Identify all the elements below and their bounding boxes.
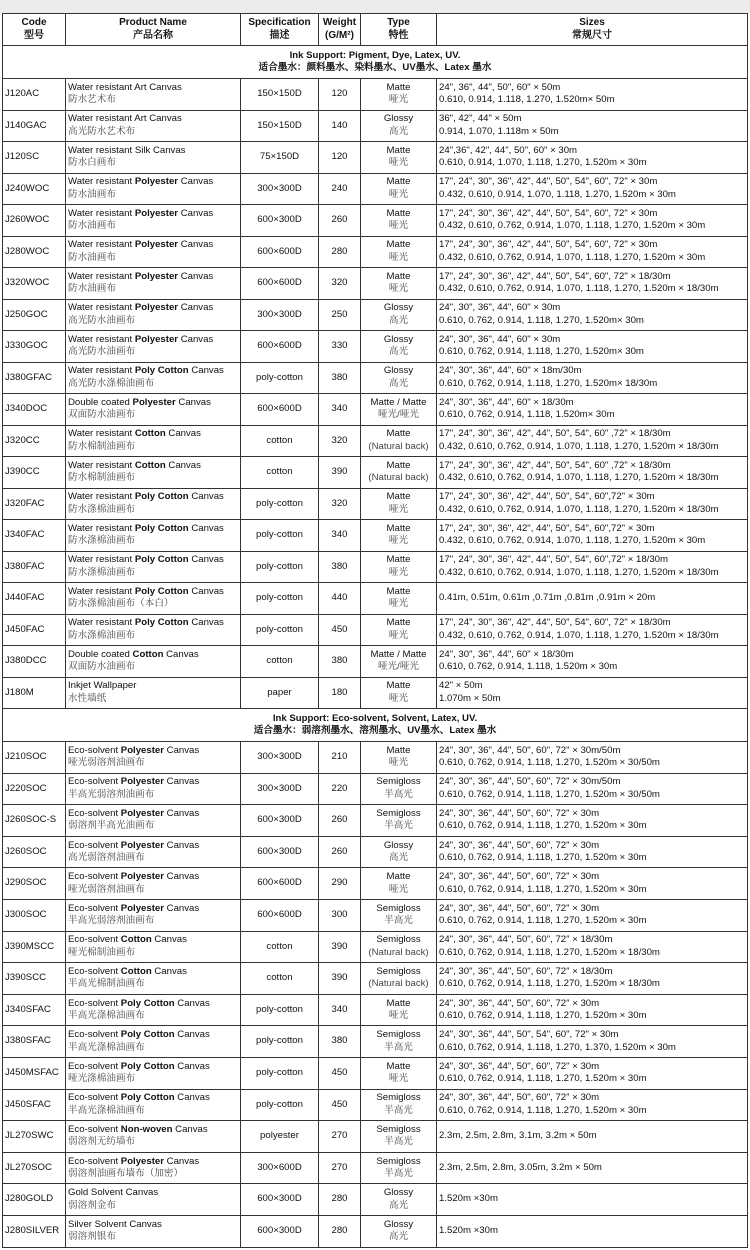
specification: cotton [241,963,319,995]
product-name: Water resistant Poly Cotton Canvas 防水涤棉油画布 [66,488,241,520]
product-name: Water resistant Polyester Canvas 防水油画布 [66,236,241,268]
weight: 340 [319,394,361,426]
sizes: 1.520m ×30m [437,1184,748,1216]
header-row [3,14,748,46]
specification: poly-cotton [241,551,319,583]
specification: poly-cotton [241,362,319,394]
finish-type: Matte (Natural back) [361,457,437,489]
weight: 320 [319,425,361,457]
table-row [3,173,748,205]
product-name: Eco-solvent Polyester Canvas 哑光弱溶剂油画布 [66,742,241,774]
finish-type: Glossy 高光 [361,1215,437,1247]
product-code: J260SOC-S [3,805,66,837]
weight: 340 [319,994,361,1026]
table-row [3,742,748,774]
table-row [3,457,748,489]
finish-type: Matte 哑光 [361,205,437,237]
weight: 240 [319,173,361,205]
finish-type: Matte 哑光 [361,868,437,900]
finish-type: Glossy 高光 [361,331,437,363]
product-code: J380SFAC [3,1026,66,1058]
finish-type: Semigloss 半高光 [361,1152,437,1184]
header-product-name: Product Name 产品名称 [66,14,241,46]
weight: 320 [319,268,361,300]
weight: 260 [319,836,361,868]
weight: 450 [319,614,361,646]
finish-type: Semigloss (Natural back) [361,931,437,963]
product-code: J280SILVER [3,1215,66,1247]
section-header-row [3,709,748,742]
sizes: 0.41m, 0.51m, 0.61m ,0.71m ,0.81m ,0.91m × 20m [437,583,748,615]
table-row [3,583,748,615]
product-code: J340FAC [3,520,66,552]
sizes: 24", 30", 36", 44", 50", 60", 72" × 30m 0.610, 0.762, 0.914, 1.118, 1.270, 1.520m × 30m [437,1089,748,1121]
sizes: 24", 30", 36", 44", 60" × 30m 0.610, 0.762, 0.914, 1.118, 1.270, 1.520m× 30m [437,299,748,331]
finish-type: Glossy 高光 [361,1184,437,1216]
product-name: Water resistant Polyester Canvas 高光防水油画布 [66,299,241,331]
product-code: J320FAC [3,488,66,520]
weight: 290 [319,868,361,900]
ink-support-heading: Ink Support: Eco-solvent, Solvent, Latex, UV. 适合墨水：弱溶剂墨水、溶剂墨水、UV墨水、Latex 墨水 [3,709,748,742]
specification: cotton [241,425,319,457]
sizes: 24", 30", 36", 44", 50", 60", 72" × 30m 0.610, 0.762, 0.914, 1.118, 1.270, 1.520m × 30m [437,994,748,1026]
specification: 600×600D [241,899,319,931]
product-code: JL270SOC [3,1152,66,1184]
weight: 340 [319,520,361,552]
sizes: 24", 30", 36", 44", 50", 60", 72" × 18/30m 0.610, 0.762, 0.914, 1.118, 1.270, 1.520m × 18/30m [437,931,748,963]
product-name: Water resistant Cotton Canvas 防水棉制油画布 [66,425,241,457]
sizes: 24", 30", 36", 44", 50", 60", 72" × 30m/50m 0.610, 0.762, 0.914, 1.118, 1.270, 1.520m × 30/50m [437,742,748,774]
finish-type: Glossy 高光 [361,836,437,868]
specification: poly-cotton [241,1026,319,1058]
sizes: 24", 30", 36", 44", 50", 54", 60", 72" × 30m 0.610, 0.762, 0.914, 1.118, 1.270, 1.370, 1.520m × 30m [437,1026,748,1058]
weight: 390 [319,963,361,995]
table-row [3,1215,748,1247]
finish-type: Matte (Natural back) [361,425,437,457]
sizes: 24", 36", 44", 50", 60" × 50m 0.610, 0.914, 1.118, 1.270, 1.520m× 50m [437,79,748,111]
weight: 380 [319,551,361,583]
finish-type: Matte 哑光 [361,173,437,205]
product-name: Water resistant Poly Cotton Canvas 防水涤棉油画布 [66,520,241,552]
weight: 120 [319,142,361,174]
specification: 300×300D [241,299,319,331]
weight: 270 [319,1121,361,1153]
table-row [3,236,748,268]
specification: 300×300D [241,742,319,774]
finish-type: Semigloss 半高光 [361,1121,437,1153]
product-name: Water resistant Poly Cotton Canvas 高光防水涤棉油画布 [66,362,241,394]
sizes: 24",36", 42", 44", 50", 60" × 30m 0.610, 0.914, 1.070, 1.118, 1.270, 1.520m × 30m [437,142,748,174]
product-name: Eco-solvent Cotton Canvas 半高光棉制油画布 [66,963,241,995]
sizes: 17", 24", 30", 36", 42", 44", 50", 54", 60",72" × 18/30m 0.432, 0.610, 0.762, 0.914, 1.070, 1.118, 1.270, 1.520m × 18/30m [437,551,748,583]
product-spec-table [2,13,748,1248]
finish-type: Matte 哑光 [361,551,437,583]
table-row [3,362,748,394]
specification: poly-cotton [241,614,319,646]
table-row [3,142,748,174]
product-code: J300SOC [3,899,66,931]
finish-type: Matte 哑光 [361,614,437,646]
product-code: J320CC [3,425,66,457]
product-name: Eco-solvent Poly Cotton Canvas 半高光涤棉油画布 [66,1089,241,1121]
table-row [3,551,748,583]
specification: 600×600D [241,331,319,363]
finish-type: Semigloss 半高光 [361,773,437,805]
header-type: Type 特性 [361,14,437,46]
sizes: 17", 24", 30", 36", 42", 44", 50", 54", 60", 72" × 18/30m 0.432, 0.610, 0.762, 0.914, 1.070, 1.118, 1.270, 1.520m × 18/30m [437,268,748,300]
weight: 330 [319,331,361,363]
product-name: Double coated Cotton Canvas 双面防水油画布 [66,646,241,678]
table-row [3,1026,748,1058]
product-name: Water resistant Cotton Canvas 防水棉制油画布 [66,457,241,489]
finish-type: Matte 哑光 [361,488,437,520]
table-row [3,646,748,678]
ink-support-heading: Ink Support: Pigment, Dye, Latex, UV. 适合墨水：颜料墨水、染料墨水、UV墨水、Latex 墨水 [3,46,748,79]
finish-type: Matte 哑光 [361,742,437,774]
weight: 280 [319,236,361,268]
sizes: 1.520m ×30m [437,1215,748,1247]
product-name: Eco-solvent Polyester Canvas 半高光弱溶剂油画布 [66,773,241,805]
sizes: 17", 24", 30", 36", 42", 44", 50", 54", 60" ,72" × 18/30m 0.432, 0.610, 0.762, 0.914, 1.070, 1.118, 1.270, 1.520m × 18/30m [437,457,748,489]
specification: 75×150D [241,142,319,174]
table-row [3,79,748,111]
specification: 600×600D [241,868,319,900]
finish-type: Semigloss (Natural back) [361,963,437,995]
weight: 390 [319,931,361,963]
finish-type: Matte 哑光 [361,142,437,174]
product-name: Eco-solvent Polyester Canvas 弱溶剂油画布墙布（加密） [66,1152,241,1184]
table-row [3,614,748,646]
table-row [3,963,748,995]
weight: 380 [319,362,361,394]
sizes: 24", 30", 36", 44", 50", 60", 72" × 18/30m 0.610, 0.762, 0.914, 1.118, 1.270, 1.520m × 18/30m [437,963,748,995]
product-code: J290SOC [3,868,66,900]
finish-type: Semigloss 半高光 [361,899,437,931]
table-row [3,931,748,963]
specification: 150×150D [241,79,319,111]
specification: 300×600D [241,1152,319,1184]
product-code: J380DCC [3,646,66,678]
finish-type: Matte 哑光 [361,268,437,300]
product-name: Water resistant Polyester Canvas 防水油画布 [66,205,241,237]
product-code: J140GAC [3,110,66,142]
sizes: 24", 30", 36", 44", 50", 60", 72" × 30m/50m 0.610, 0.762, 0.914, 1.118, 1.270, 1.520m × 30/50m [437,773,748,805]
specification: 600×600D [241,268,319,300]
specification: 600×300D [241,1215,319,1247]
product-name: Water resistant Poly Cotton Canvas 防水涤棉油画布（本白） [66,583,241,615]
sizes: 17", 24", 30", 36", 42", 44", 50", 54", 60", 72" × 30m 0.432, 0.610, 0.914, 1.070, 1.118, 1.270, 1.520m × 30m [437,173,748,205]
header-weight: Weight (G/M²) [319,14,361,46]
finish-type: Matte 哑光 [361,79,437,111]
product-name: Water resistant Silk Canvas 防水白画布 [66,142,241,174]
product-code: J240WOC [3,173,66,205]
table-row [3,773,748,805]
finish-type: Glossy 高光 [361,110,437,142]
sizes: 17", 24", 30", 36", 42", 44", 50", 54", 60", 72" × 30m 0.432, 0.610, 0.762, 0.914, 1.070, 1.118, 1.270, 1.520m × 30m [437,205,748,237]
specification: cotton [241,931,319,963]
product-code: J380FAC [3,551,66,583]
finish-type: Glossy 高光 [361,362,437,394]
finish-type: Matte / Matte 哑光/哑光 [361,394,437,426]
finish-type: Glossy 高光 [361,299,437,331]
sizes: 24", 30", 36", 44", 60" × 30m 0.610, 0.762, 0.914, 1.118, 1.270, 1.520m× 30m [437,331,748,363]
product-code: J450FAC [3,614,66,646]
weight: 280 [319,1184,361,1216]
product-code: J390SCC [3,963,66,995]
product-name: Eco-solvent Polyester Canvas 弱溶剂半高光油画布 [66,805,241,837]
product-code: J340DOC [3,394,66,426]
sizes: 24", 30", 36", 44", 60" × 18/30m 0.610, 0.762, 0.914, 1.118, 1.520m× 30m [437,394,748,426]
table-row [3,110,748,142]
specification: 150×150D [241,110,319,142]
specification: 600×300D [241,805,319,837]
table-row [3,268,748,300]
table-row [3,836,748,868]
table-row [3,488,748,520]
weight: 210 [319,742,361,774]
product-name: Water resistant Polyester Canvas 高光防水油画布 [66,331,241,363]
product-code: J440FAC [3,583,66,615]
table-row [3,1121,748,1153]
table-row [3,1089,748,1121]
finish-type: Matte / Matte 哑光/哑光 [361,646,437,678]
product-code: J220SOC [3,773,66,805]
product-name: Eco-solvent Polyester Canvas 半高光弱溶剂油画布 [66,899,241,931]
product-code: J340SFAC [3,994,66,1026]
sizes: 17", 24", 30", 36", 42", 44", 50", 54", 60" ,72" × 18/30m 0.432, 0.610, 0.762, 0.914, 1.070, 1.118, 1.270, 1.520m × 18/30m [437,425,748,457]
product-name: Water resistant Poly Cotton Canvas 防水涤棉油画布 [66,614,241,646]
product-code: J250GOC [3,299,66,331]
product-name: Double coated Polyester Canvas 双面防水油画布 [66,394,241,426]
sizes: 24", 30", 36", 44", 50", 60", 72" × 30m 0.610, 0.762, 0.914, 1.118, 1.270, 1.520m × 30m [437,805,748,837]
sizes: 24", 30", 36", 44", 50", 60", 72" × 30m 0.610, 0.762, 0.914, 1.118, 1.270, 1.520m × 30m [437,1057,748,1089]
sizes: 24", 30", 36", 44", 60" × 18m/30m 0.610, 0.762, 0.914, 1.118, 1.270, 1.520m× 18/30m [437,362,748,394]
product-name: Gold Solvent Canvas 弱溶剂金布 [66,1184,241,1216]
product-code: J280WOC [3,236,66,268]
specification: 600×300D [241,1184,319,1216]
weight: 380 [319,1026,361,1058]
product-name: Water resistant Polyester Canvas 防水油画布 [66,268,241,300]
product-code: J180M [3,677,66,709]
specification: 300×300D [241,773,319,805]
product-code: J120SC [3,142,66,174]
sizes: 2.3m, 2.5m, 2.8m, 3.1m, 3.2m × 50m [437,1121,748,1153]
specification: poly-cotton [241,583,319,615]
weight: 140 [319,110,361,142]
table-row [3,994,748,1026]
product-code: J450MSFAC [3,1057,66,1089]
weight: 450 [319,1057,361,1089]
weight: 380 [319,646,361,678]
product-name: Water resistant Art Canvas 防水艺术布 [66,79,241,111]
sizes: 24", 30", 36", 44", 50", 60", 72" × 30m 0.610, 0.762, 0.914, 1.118, 1.270, 1.520m × 30m [437,899,748,931]
sizes: 17", 24", 30", 36", 42", 44", 50", 54", 60", 72" × 18/30m 0.432, 0.610, 0.762, 0.914, 1.070, 1.118, 1.270, 1.520m × 18/30m [437,614,748,646]
sizes: 17", 24", 30", 36", 42", 44", 50", 54", 60",72" × 30m 0.432, 0.610, 0.762, 0.914, 1.070, 1.118, 1.270, 1.520m × 30m [437,520,748,552]
specification: poly-cotton [241,994,319,1026]
specification: cotton [241,457,319,489]
table-row [3,1152,748,1184]
weight: 440 [319,583,361,615]
product-code: J380GFAC [3,362,66,394]
header-sizes: Sizes 常规尺寸 [437,14,748,46]
specification: poly-cotton [241,520,319,552]
sizes: 42" × 50m 1.070m × 50m [437,677,748,709]
section-header-row [3,46,748,79]
sizes: 24", 30", 36", 44", 60" × 18/30m 0.610, 0.762, 0.914, 1.118, 1.520m × 30m [437,646,748,678]
product-name: Eco-solvent Poly Cotton Canvas 半高光涤棉油画布 [66,994,241,1026]
table-row [3,394,748,426]
specification: poly-cotton [241,1089,319,1121]
finish-type: Matte 哑光 [361,236,437,268]
weight: 390 [319,457,361,489]
sizes: 24", 30", 36", 44", 50", 60", 72" × 30m 0.610, 0.762, 0.914, 1.118, 1.270, 1.520m × 30m [437,868,748,900]
specification: cotton [241,646,319,678]
product-name: Eco-solvent Polyester Canvas 高光弱溶剂油画布 [66,836,241,868]
table-row [3,899,748,931]
page-top-band [0,0,750,13]
weight: 450 [319,1089,361,1121]
weight: 260 [319,205,361,237]
weight: 120 [319,79,361,111]
weight: 260 [319,805,361,837]
specification: 600×600D [241,236,319,268]
sizes: 2.3m, 2.5m, 2.8m, 3.05m, 3.2m × 50m [437,1152,748,1184]
weight: 320 [319,488,361,520]
specification: poly-cotton [241,488,319,520]
finish-type: Matte 哑光 [361,583,437,615]
sizes: 17", 24", 30", 36", 42", 44", 50", 54", 60", 72" × 30m 0.432, 0.610, 0.762, 0.914, 1.070, 1.118, 1.270, 1.520m × 30m [437,236,748,268]
table-row [3,805,748,837]
finish-type: Semigloss 半高光 [361,1089,437,1121]
finish-type: Matte 哑光 [361,520,437,552]
specification: polyester [241,1121,319,1153]
table-row [3,425,748,457]
finish-type: Matte 哑光 [361,1057,437,1089]
table-row [3,331,748,363]
finish-type: Semigloss 半高光 [361,1026,437,1058]
product-name: Eco-solvent Poly Cotton Canvas 哑光涤棉油画布 [66,1057,241,1089]
product-code: J120AC [3,79,66,111]
finish-type: Matte 哑光 [361,677,437,709]
specification: 600×300D [241,836,319,868]
product-name: Water resistant Art Canvas 高光防水艺术布 [66,110,241,142]
weight: 250 [319,299,361,331]
table-row [3,520,748,552]
weight: 220 [319,773,361,805]
sizes: 36", 42", 44" × 50m 0.914, 1.070, 1.118m × 50m [437,110,748,142]
table-row [3,868,748,900]
product-code: J210SOC [3,742,66,774]
product-name: Silver Solvent Canvas 弱溶剂银布 [66,1215,241,1247]
product-code: J260SOC [3,836,66,868]
product-code: J260WOC [3,205,66,237]
product-name: Eco-solvent Poly Cotton Canvas 半高光涤棉油画布 [66,1026,241,1058]
finish-type: Semigloss 半高光 [361,805,437,837]
specification: 300×300D [241,173,319,205]
weight: 180 [319,677,361,709]
product-name: Eco-solvent Cotton Canvas 哑光棉制油画布 [66,931,241,963]
table-row [3,1184,748,1216]
specification: 600×600D [241,394,319,426]
table-row [3,677,748,709]
specification: poly-cotton [241,1057,319,1089]
finish-type: Matte 哑光 [361,994,437,1026]
header-specification: Specification 描述 [241,14,319,46]
product-name: Water resistant Poly Cotton Canvas 防水涤棉油画布 [66,551,241,583]
specification: paper [241,677,319,709]
specification: 600×300D [241,205,319,237]
product-name: Water resistant Polyester Canvas 防水油画布 [66,173,241,205]
weight: 270 [319,1152,361,1184]
product-code: J450SFAC [3,1089,66,1121]
product-name: Eco-solvent Polyester Canvas 哑光弱溶剂油画布 [66,868,241,900]
product-code: JL270SWC [3,1121,66,1153]
product-code: J280GOLD [3,1184,66,1216]
weight: 300 [319,899,361,931]
weight: 280 [319,1215,361,1247]
sizes: 17", 24", 30", 36", 42", 44", 50", 54", 60",72" × 30m 0.432, 0.610, 0.762, 0.914, 1.070, 1.118, 1.270, 1.520m × 18/30m [437,488,748,520]
product-code: J390MSCC [3,931,66,963]
product-code: J390CC [3,457,66,489]
table-row [3,205,748,237]
sizes: 24", 30", 36", 44", 50", 60", 72" × 30m 0.610, 0.762, 0.914, 1.118, 1.270, 1.520m × 30m [437,836,748,868]
table-row [3,299,748,331]
product-name: Inkjet Wallpaper 水性墙纸 [66,677,241,709]
product-code: J330GOC [3,331,66,363]
header-code: Code 型号 [3,14,66,46]
product-code: J320WOC [3,268,66,300]
product-name: Eco-solvent Non-woven Canvas 弱溶剂无纺墙布 [66,1121,241,1153]
table-row [3,1057,748,1089]
